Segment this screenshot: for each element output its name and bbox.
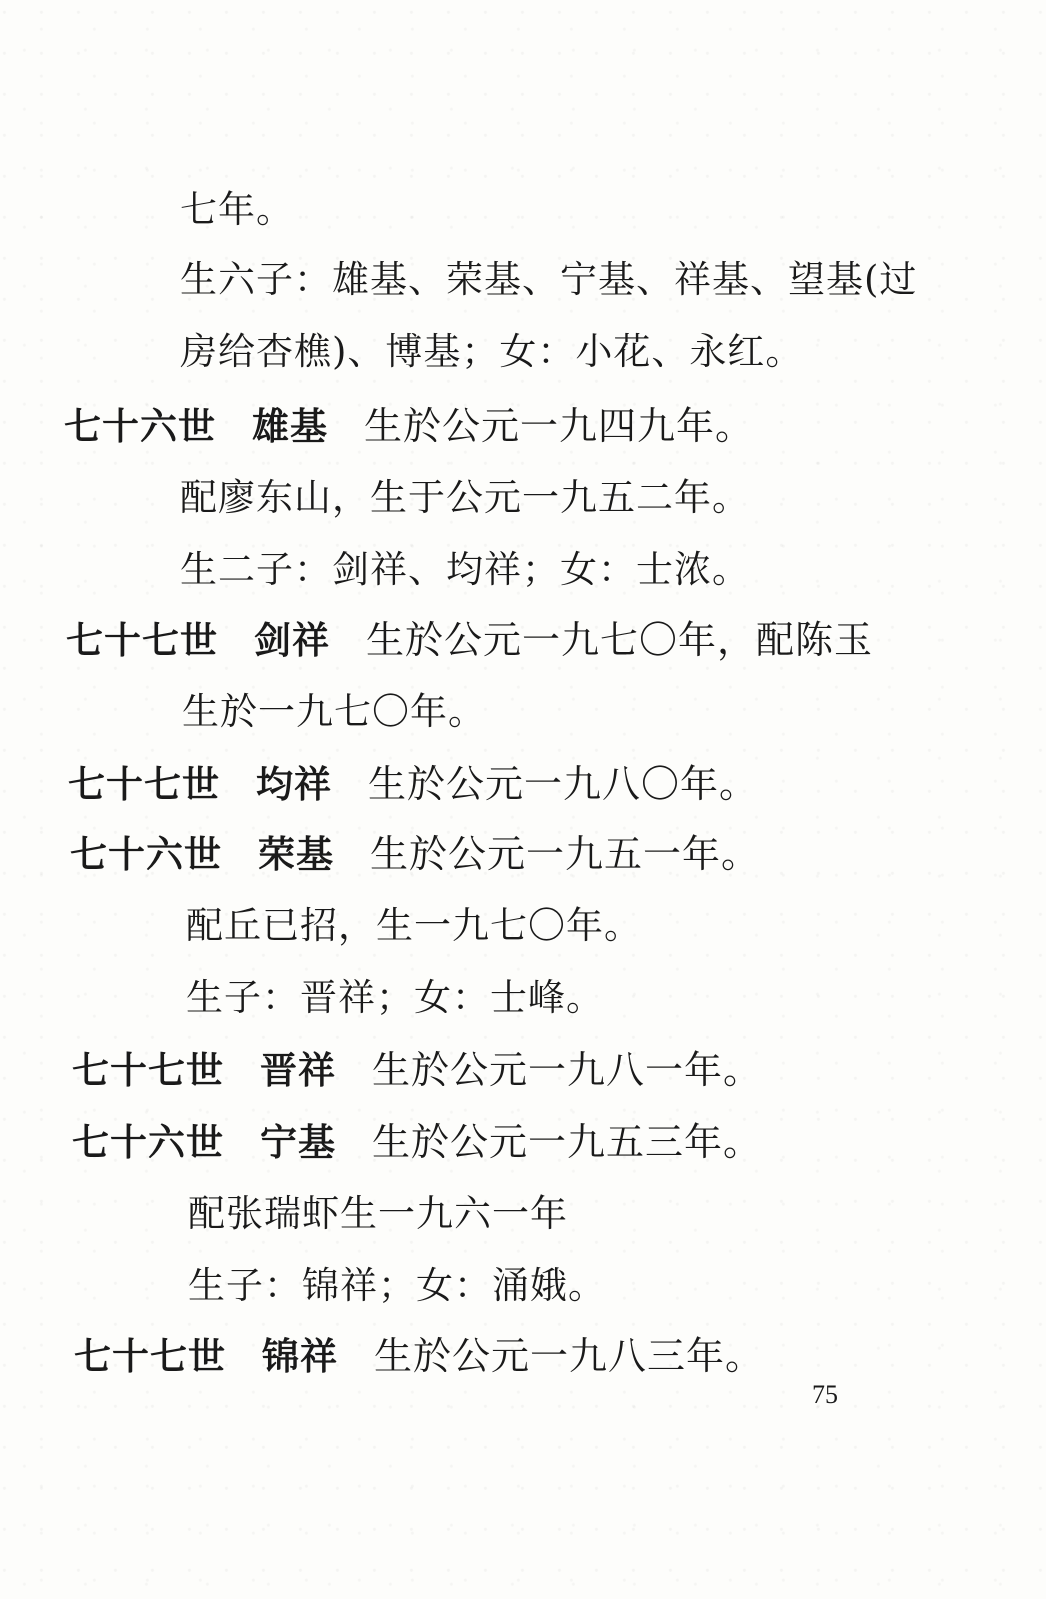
generation-label: 七十六世	[64, 405, 216, 448]
genealogy-entry	[70, 830, 760, 879]
entry-description: 生於公元一九八一年。	[372, 1048, 763, 1092]
text-line: 七年。	[180, 188, 294, 231]
text-line: 生子：晋祥；女：士峰。	[186, 976, 604, 1019]
person-name: 晋祥	[260, 1049, 336, 1092]
entry-description: 生於公元一九八三年。	[374, 1334, 765, 1378]
generation-label: 七十六世	[72, 1121, 224, 1164]
text-line: 配丘已招，生一九七〇年。	[186, 904, 642, 947]
entry-description: 生於公元一九五一年。	[370, 832, 761, 876]
genealogy-entry	[72, 1118, 762, 1167]
entry-description: 生於公元一九四九年。	[364, 404, 755, 448]
text-line: 生六子：雄基、荣基、宁基、祥基、望基(过	[180, 258, 918, 301]
page-number: 75	[812, 1380, 838, 1409]
genealogy-entry	[66, 616, 873, 665]
person-name: 均祥	[256, 763, 332, 806]
text-line: 配张瑞虾生一九六一年	[188, 1192, 568, 1235]
person-name: 宁基	[260, 1121, 336, 1164]
entry-description: 生於公元一九七〇年，配陈玉	[366, 618, 874, 662]
text-line: 房给杏樵)、博基；女：小花、永红。	[180, 330, 804, 373]
text-line: 生於一九七〇年。	[182, 690, 486, 733]
person-name: 荣基	[258, 833, 334, 876]
genealogy-entry	[68, 760, 758, 809]
person-name: 雄基	[252, 405, 328, 448]
generation-label: 七十六世	[70, 833, 222, 876]
generation-label: 七十七世	[72, 1049, 224, 1092]
genealogy-entry	[64, 402, 754, 451]
genealogy-entry	[74, 1332, 764, 1381]
entry-description: 生於公元一九五三年。	[372, 1120, 763, 1164]
generation-label: 七十七世	[68, 763, 220, 806]
person-name: 剑祥	[254, 619, 330, 662]
entry-description: 生於公元一九八〇年。	[368, 762, 759, 806]
generation-label: 七十七世	[66, 619, 218, 662]
text-line: 配廖东山，生于公元一九五二年。	[180, 476, 750, 519]
text-line: 生子：锦祥；女：涌娥。	[188, 1264, 606, 1307]
genealogy-entry	[72, 1046, 762, 1095]
text-line: 生二子：剑祥、均祥；女：士浓。	[180, 548, 750, 591]
generation-label: 七十七世	[74, 1335, 226, 1378]
person-name: 锦祥	[262, 1335, 338, 1378]
